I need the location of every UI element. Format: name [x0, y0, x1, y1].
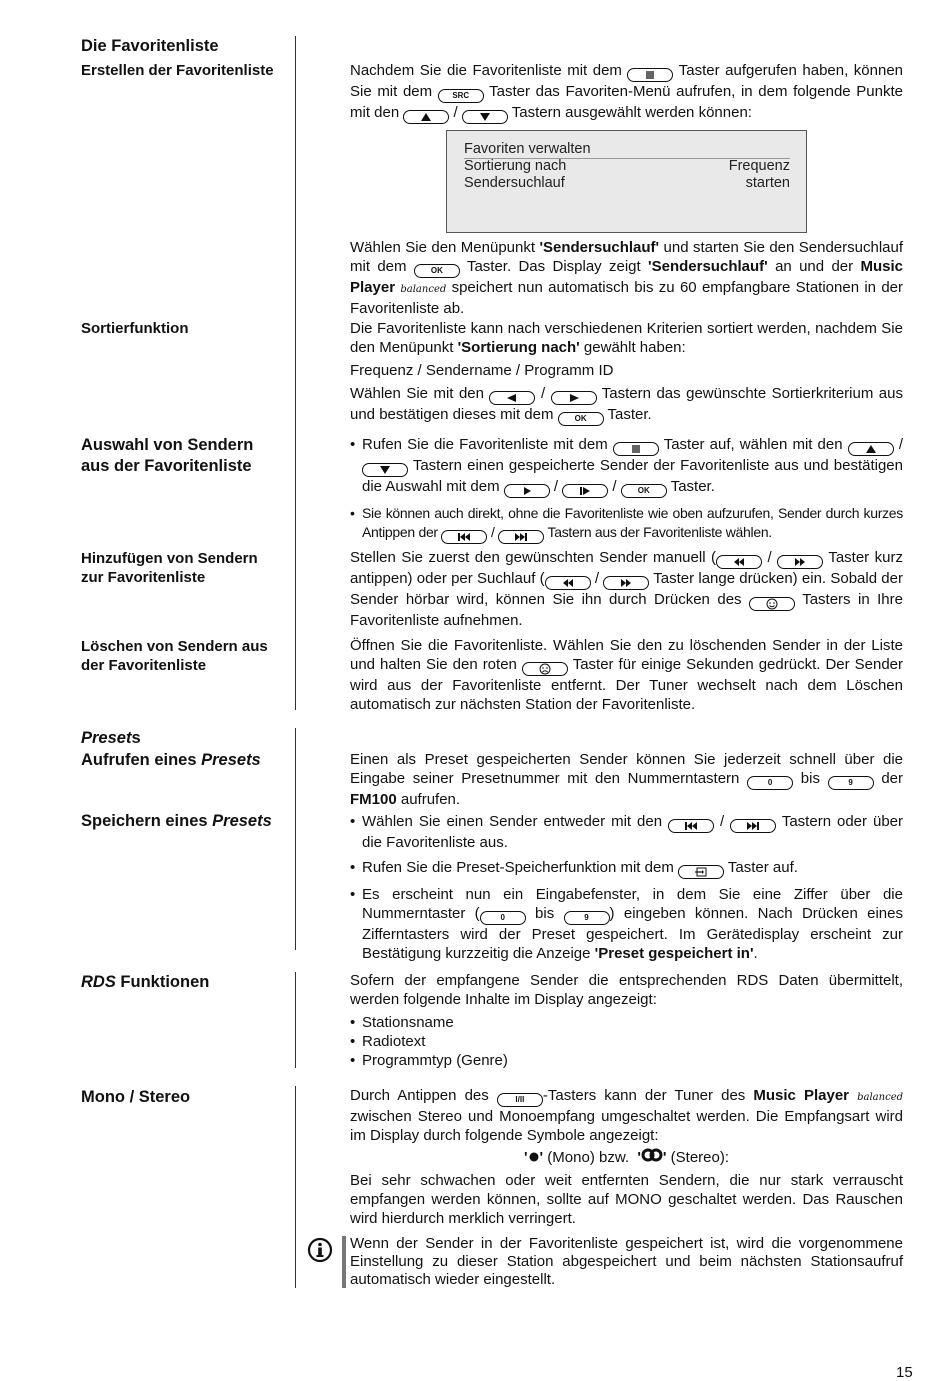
- rewind-icon: [716, 555, 762, 569]
- paragraph: Stellen Sie zuerst den gewünschten Sender manuell ( / Taster kurz antippen) oder per Suchlauf ( / Taster lange drücken) ein. Sobald der Sender hörbar wird, können Sie ihn durch Drücken des Tasters in Ihre Favoritenliste aufnehmen.: [350, 549, 903, 629]
- section-title: Auswahl von Sendern aus der Favoritenliste: [81, 436, 254, 475]
- ok-button-icon: OK: [621, 484, 667, 498]
- section-title: Mono / Stereo: [81, 1088, 191, 1106]
- frown-icon: [522, 662, 568, 676]
- note-text: Wenn der Sender in der Favoritenliste gespeichert ist, wird die vorgenommene Einstellung zu dieser Station abgespeichert und beim nächsten Stationsaufruf automatisch wieder eingestellt.: [350, 1235, 903, 1288]
- brand-logo: balanced: [400, 284, 447, 295]
- step-forward-icon: [562, 484, 608, 498]
- list-button-icon: [627, 68, 673, 82]
- bullet-list: [350, 435, 903, 550]
- up-arrow-icon: [403, 110, 449, 124]
- fast-forward-icon: [777, 555, 823, 569]
- skip-forward-icon: [498, 530, 544, 544]
- paragraph: Nachdem Sie die Favoritenliste mit dem Taster aufgerufen haben, können Sie mit dem SRC Taster das Favoriten-Menü aufrufen, in dem folgende Punkte mit den / Tastern ausgewählt werden können:: [350, 61, 903, 124]
- list-item: • Es erscheint nun ein Eingabefenster, in dem Sie eine Ziffer über die Nummerntaster ( 0 bis 9 ) eingeben können. Nach Drücken eines Zifferntasters wird der Preset gespeichert. Im Gerätedisplay erscheint zur Bestätigung kurzzeitig die Anzeige 'Preset gespeichert in'.: [350, 885, 903, 963]
- list-item: • Rufen Sie die Preset-Speicherfunktion mit dem Taster auf.: [350, 858, 903, 879]
- mono-stereo-button-icon: I/II: [497, 1093, 543, 1107]
- paragraph: Durch Antippen des I/II -Tasters kann der Tuner des Music Player balanced zwischen Stereo und Monoempfang umgeschaltet werden. Die Empfangsart wird im Display durch folgende Symbole angezeigt: ' ' (Mono) bzw. ' ' (Stereo): Bei sehr schwachen oder weit entfernten Sendern, die nur stark verrauscht empfangen werden können, sollte auf MONO geschaltet werden. Das Rauschen wird hierdurch merklich verringert.: [350, 1087, 904, 1227]
- rewind-icon: [545, 576, 591, 590]
- ok-button-icon: OK: [558, 412, 604, 426]
- left-arrow-icon: [489, 391, 535, 405]
- subsection-title: Aufrufen eines Presets: [81, 751, 261, 769]
- nine-button-icon: 9: [564, 911, 610, 925]
- paragraph: Wählen Sie den Menüpunkt 'Sendersuchlauf' und starten Sie den Sendersuchlauf mit dem OK Taster. Das Display zeigt 'Sendersuchlauf' an und der Music Player balanced speichert nun automatisch bis zu 60 empfangbare Stationen in der Favoritenliste ab.: [350, 239, 904, 317]
- subsection-title: Sortierfunktion: [81, 320, 189, 337]
- paragraph: Sofern der empfangene Sender die entsprechenden RDS Daten übermittelt, werden folgende Inhalte im Display angezeigt: • Stationsname • Radiotext • Programmtyp (Genre): [350, 971, 903, 1070]
- list-item: • Stationsname: [350, 1013, 903, 1032]
- skip-back-icon: [441, 530, 487, 544]
- column-divider: [295, 972, 296, 1068]
- smile-icon: [749, 597, 795, 611]
- page-number: 15: [896, 1364, 913, 1381]
- column-divider: [295, 36, 296, 710]
- right-arrow-icon: [551, 391, 597, 405]
- list-button-icon: [613, 442, 659, 456]
- up-arrow-icon: [848, 442, 894, 456]
- list-item: • Rufen Sie die Favoritenliste mit dem Taster auf, wählen mit den / Tastern einen gespeicherte Sender der Favoritenliste aus und bestätigen die Auswahl mit dem / / OK Taster.: [350, 435, 903, 498]
- display-title: Favoriten verwalten: [464, 141, 790, 159]
- section-title: Presets: [81, 729, 141, 747]
- fast-forward-icon: [603, 576, 649, 590]
- src-button-icon: SRC: [438, 89, 484, 103]
- brand-logo: balanced: [857, 1092, 904, 1103]
- menu-display: [446, 130, 807, 233]
- note-bar: [342, 1236, 346, 1288]
- mono-icon: [528, 1150, 540, 1162]
- info-icon: [307, 1237, 333, 1268]
- paragraph: Die Favoritenliste kann nach verschiedenen Kriterien sortiert werden, nachdem Sie den Menüpunkt 'Sortierung nach' gewählt haben: Frequenz / Sendername / Programm ID Wählen Sie mit den / Tastern das gewünschte Sortierkriterium aus und bestätigen dieses mit dem OK Taster.: [350, 319, 903, 426]
- list-item: • Programmtyp (Genre): [350, 1051, 903, 1070]
- preset-store-icon: [678, 865, 724, 879]
- subsection-title: Erstellen der Favoritenliste: [81, 62, 274, 79]
- section-title: Die Favoritenliste: [81, 37, 219, 55]
- subsection-title: Speichern eines Presets: [81, 812, 272, 830]
- display-row: Sendersuchlauf starten: [464, 175, 790, 191]
- zero-button-icon: 0: [747, 776, 793, 790]
- list-item: • Sie können auch direkt, ohne die Favoritenliste wie oben aufzurufen, Sender durch kurzes Antippen der / Tastern aus der Favoritenliste wählen.: [350, 504, 903, 544]
- subsection-title: Löschen von Sendern aus der Favoritenliste: [81, 638, 268, 674]
- zero-button-icon: 0: [480, 911, 526, 925]
- paragraph: Öffnen Sie die Favoritenliste. Wählen Sie den zu löschenden Sender in der Liste und halten Sie den roten Taster für einige Sekunden gedrückt. Der Sender wird aus der Favoritenliste entfernt. Der Tuner wechselt nach dem Löschen automatisch zur nächsten Station der Favoritenliste.: [350, 637, 904, 713]
- display-row: Sortierung nach Frequenz: [464, 158, 790, 174]
- column-divider: [295, 1086, 296, 1288]
- subsection-title: Hinzufügen von Sendern zur Favoritenliste: [81, 550, 258, 586]
- nine-button-icon: 9: [828, 776, 874, 790]
- column-divider: [295, 728, 296, 950]
- symbol-line: ' ' (Mono) bzw. ' ' (Stereo):: [523, 1149, 730, 1166]
- down-arrow-icon: [362, 463, 408, 477]
- play-icon: [504, 484, 550, 498]
- skip-forward-icon: [730, 819, 776, 833]
- list-item: • Wählen Sie einen Sender entweder mit den / Tastern oder über die Favoritenliste aus.: [350, 812, 903, 852]
- down-arrow-icon: [462, 110, 508, 124]
- stereo-icon: [641, 1148, 663, 1162]
- list-item: • Radiotext: [350, 1032, 903, 1051]
- bullet-list: [350, 812, 903, 969]
- section-title: RDS Funktionen: [81, 973, 210, 991]
- paragraph: Einen als Preset gespeicherten Sender können Sie jederzeit schnell über die Eingabe seiner Presetnummer mit den Nummerntastern 0 bis 9 der FM100 aufrufen.: [350, 751, 904, 808]
- skip-back-icon: [668, 819, 714, 833]
- ok-button-icon: OK: [414, 264, 460, 278]
